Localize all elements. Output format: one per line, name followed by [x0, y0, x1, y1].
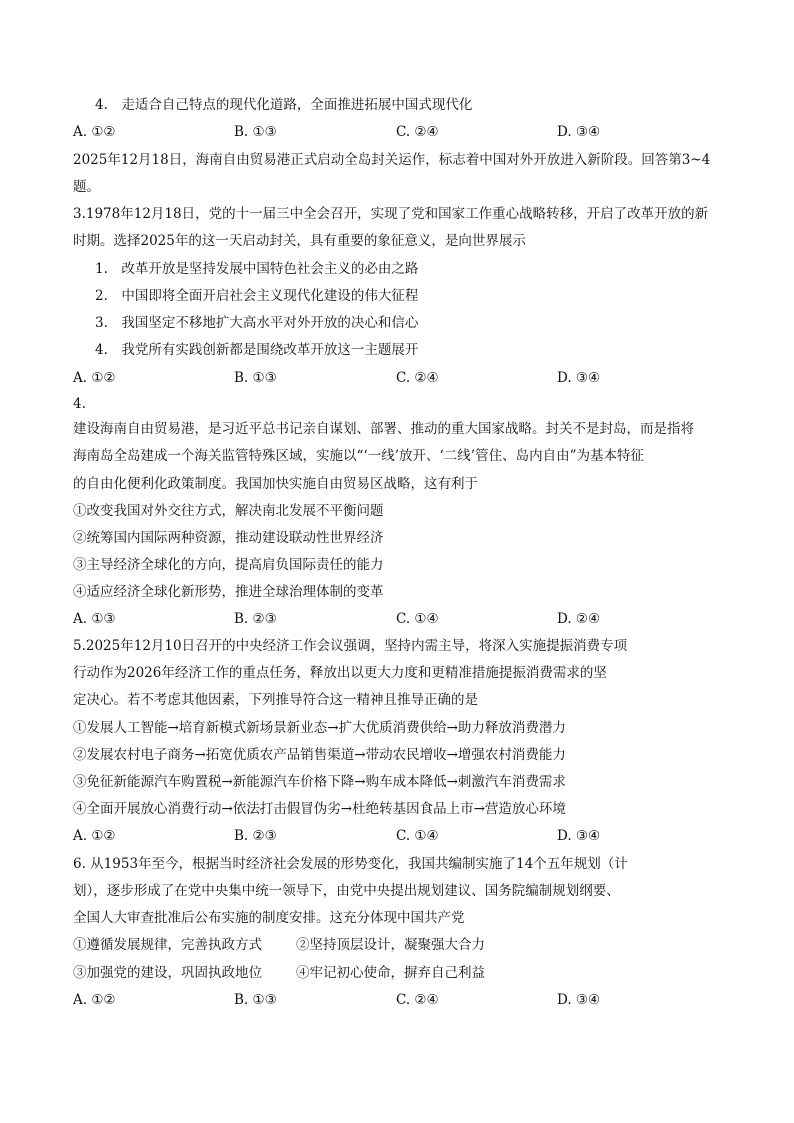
q6-item-1: ①遵循发展规律，完善执政方式 [73, 937, 262, 953]
q5-stem-line-3: 定决心。若不考虑其他因素，下列推导符合这一精神且推导正确的是 [73, 692, 478, 708]
q5-option-c: C. ①④ [396, 828, 439, 844]
prev-question-item-4: 4. 走适合自己特点的现代化道路，全面推进拓展中国式现代化 [95, 97, 473, 113]
q3-option-d: D. ③④ [557, 370, 601, 386]
q5-stem-line-1: 5.2025年12月10日召开的中央经济工作会议强调，坚持内需主导，将深入实施提振消费专项 [73, 638, 628, 654]
q4-number: 4. [73, 396, 86, 412]
prev-option-a: A. ①② [73, 124, 116, 140]
q3-item-1: 1. 改革开放是坚持发展中国特色社会主义的必由之路 [95, 261, 419, 277]
q5-item-3: ③免征新能源汽车购置税→新能源汽车价格下降→购车成本降低→刺激汽车消费需求 [73, 774, 566, 790]
q3-stem-line-2: 时期。选择2025年的这一天启动封关，具有重要的象征意义，是向世界展示 [73, 233, 526, 249]
q4-stem-line-2: 海南岛全岛建成一个海关监管特殊区域，实施以“‘一线’放开、‘二线’管住、岛内自由”为基本特征 [73, 448, 644, 464]
q6-item-4: ④牢记初心使命，摒弃自己利益 [296, 965, 485, 981]
q4-stem-line-1: 建设海南自由贸易港，是习近平总书记亲自谋划、部署、推动的重大国家战略。封关不是封岛，而是指将 [73, 421, 694, 437]
q4-option-b: B. ②③ [234, 611, 277, 627]
intro-line-2: 题。 [73, 179, 100, 195]
q5-option-b: B. ②③ [234, 828, 277, 844]
prev-option-d: D. ③④ [557, 124, 601, 140]
q3-item-4: 4. 我党所有实践创新都是围绕改革开放这一主题展开 [95, 342, 419, 358]
q6-option-c: C. ②④ [396, 992, 439, 1008]
q4-option-a: A. ①③ [73, 611, 116, 627]
q5-item-1: ①发展人工智能→培育新模式新场景新业态→扩大优质消费供给→助力释放消费潜力 [73, 720, 566, 736]
q4-item-4: ④适应经济全球化新形势，推进全球治理体制的变革 [73, 584, 384, 600]
q4-option-d: D. ②④ [557, 611, 601, 627]
q3-item-3: 3. 我国坚定不移地扩大高水平对外开放的决心和信心 [95, 315, 419, 331]
q6-option-a: A. ①② [73, 992, 116, 1008]
q6-stem-line-1: 6. 从1953年至今，根据当时经济社会发展的形势变化，我国共编制实施了14个五年规划（计 [73, 856, 628, 872]
q4-stem-line-3: 的自由化便利化政策制度。我国加快实施自由贸易区战略，这有利于 [73, 476, 478, 492]
q4-item-1: ①改变我国对外交往方式，解决南北发展不平衡问题 [73, 503, 384, 519]
q6-item-2: ②坚持顶层设计，凝聚强大合力 [296, 937, 485, 953]
prev-option-b: B. ①③ [234, 124, 277, 140]
q3-option-a: A. ①② [73, 370, 116, 386]
q6-item-3: ③加强党的建设，巩固执政地位 [73, 965, 262, 981]
q6-stem-line-3: 全国人大审查批准后公布实施的制度安排。这充分体现中国共产党 [73, 910, 465, 926]
q6-stem-line-2: 划），逐步形成了在党中央集中统一领导下，由党中央提出规划建议、国务院编制规划纲要、 [73, 883, 620, 899]
q5-option-a: A. ①② [73, 828, 116, 844]
q6-option-d: D. ③④ [557, 992, 601, 1008]
q3-item-2: 2. 中国即将全面开启社会主义现代化建设的伟大征程 [95, 288, 419, 304]
intro-line-1: 2025年12月18日，海南自由贸易港正式启动全岛封关运作，标志着中国对外开放进入新阶段。回答第3~4 [73, 152, 711, 168]
q4-item-2: ②统筹国内国际两种资源，推动建设联动性世界经济 [73, 530, 384, 546]
q5-item-2: ②发展农村电子商务→拓宽优质农产品销售渠道→带动农民增收→增强农村消费能力 [73, 747, 566, 763]
q5-item-4: ④全面开展放心消费行动→依法打击假冒伪劣→杜绝转基因食品上市→营造放心环境 [73, 801, 566, 817]
q3-option-c: C. ②④ [396, 370, 439, 386]
q6-option-b: B. ①③ [234, 992, 277, 1008]
prev-option-c: C. ②④ [396, 124, 439, 140]
q4-option-c: C. ①④ [396, 611, 439, 627]
q5-option-d: D. ③④ [557, 828, 601, 844]
q3-option-b: B. ①③ [234, 370, 277, 386]
q4-item-3: ③主导经济全球化的方向，提高肩负国际责任的能力 [73, 557, 384, 573]
q5-stem-line-2: 行动作为2026年经济工作的重点任务，释放出以更大力度和更精准措施提振消费需求的坚 [73, 665, 607, 681]
q3-stem-line-1: 3.1978年12月18日，党的十一届三中全会召开，实现了党和国家工作重心战略转移，开启了改革开放的新 [73, 206, 709, 222]
